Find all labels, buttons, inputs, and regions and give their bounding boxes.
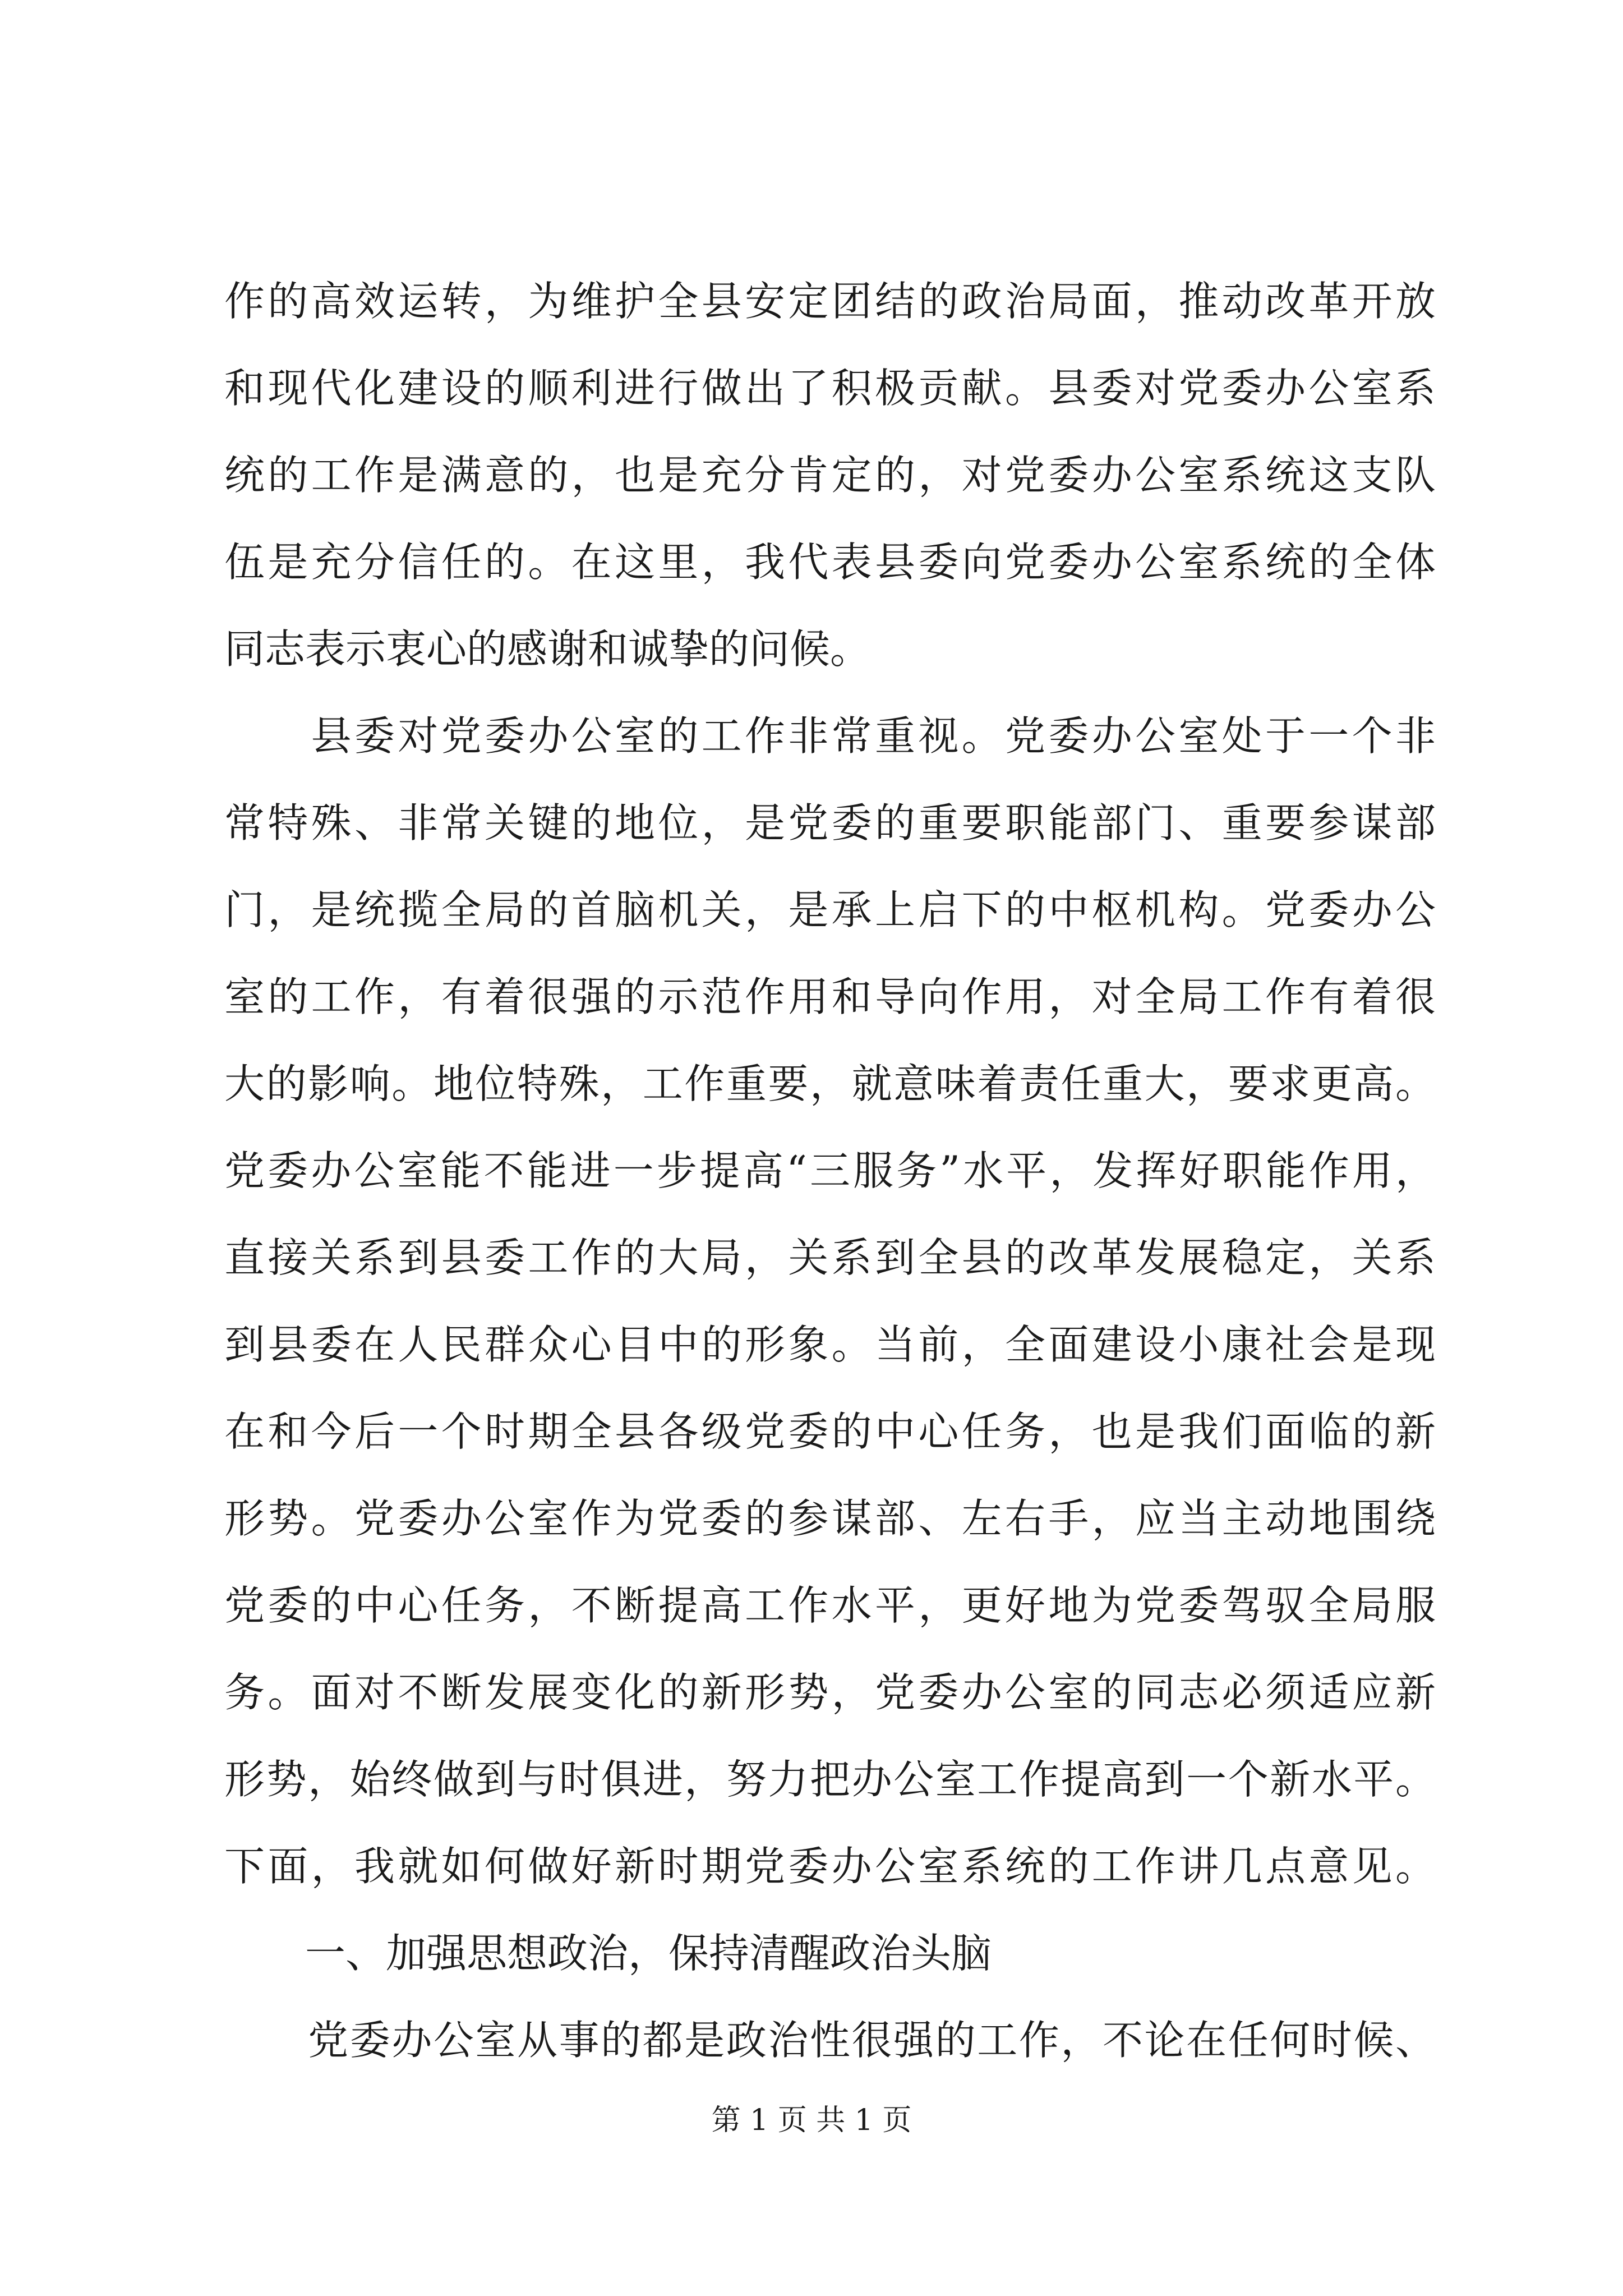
text-line: 一、加强思想政治，保持清醒政治头脑: [224, 1930, 992, 1977]
text-line: 统的工作是满意的，也是充分肯定的，对党委办公室系统这支队: [224, 452, 1436, 499]
text-line: 伍是充分信任的。在这里，我代表县委向党委办公室系统的全体: [224, 539, 1436, 586]
text-line: 下面，我就如何做好新时期党委办公室系统的工作讲几点意见。: [224, 1843, 1436, 1890]
text-line: 到县委在人民群众心目中的形象。当前，全面建设小康社会是现: [224, 1321, 1436, 1368]
document-body: [224, 258, 1436, 2084]
text-line: 常特殊、非常关键的地位，是党委的重要职能部门、重要参谋部: [224, 799, 1436, 846]
text-line: 形势。党委办公室作为党委的参谋部、左右手，应当主动地围绕: [224, 1495, 1436, 1542]
page-footer: 第 1 页 共 1 页: [711, 2104, 912, 2137]
text-line: 党委办公室能不能进一步提高“三服务”水平，发挥好职能作用，: [224, 1147, 1436, 1194]
text-line: 室的工作，有着很强的示范作用和导向作用，对全局工作有着很: [224, 973, 1436, 1020]
text-line: 作的高效运转，为维护全县安定团结的政治局面，推动改革开放: [224, 278, 1436, 325]
text-line: 门，是统揽全局的首脑机关，是承上启下的中枢机构。党委办公: [224, 886, 1436, 933]
text-line: 县委对党委办公室的工作非常重视。党委办公室处于一个非: [224, 712, 1436, 760]
text-line: 务。面对不断发展变化的新形势，党委办公室的同志必须适应新: [224, 1669, 1436, 1716]
text-line: 党委的中心任务，不断提高工作水平，更好地为党委驾驭全局服: [224, 1582, 1436, 1629]
text-line: 党委办公室从事的都是政治性很强的工作，不论在任何时候、: [224, 2017, 1436, 2064]
text-line: 同志表示衷心的感谢和诚挚的问候。: [224, 625, 871, 673]
text-line: 形势，始终做到与时俱进，努力把办公室工作提高到一个新水平。: [224, 1756, 1436, 1803]
text-line: 大的影响。地位特殊，工作重要，就意味着责任重大，要求更高。: [224, 1060, 1436, 1107]
text-line: 和现代化建设的顺利进行做出了积极贡献。县委对党委办公室系: [224, 365, 1436, 412]
text-line: 直接关系到县委工作的大局，关系到全县的改革发展稳定，关系: [224, 1234, 1436, 1281]
text-line: 在和今后一个时期全县各级党委的中心任务，也是我们面临的新: [224, 1408, 1436, 1455]
